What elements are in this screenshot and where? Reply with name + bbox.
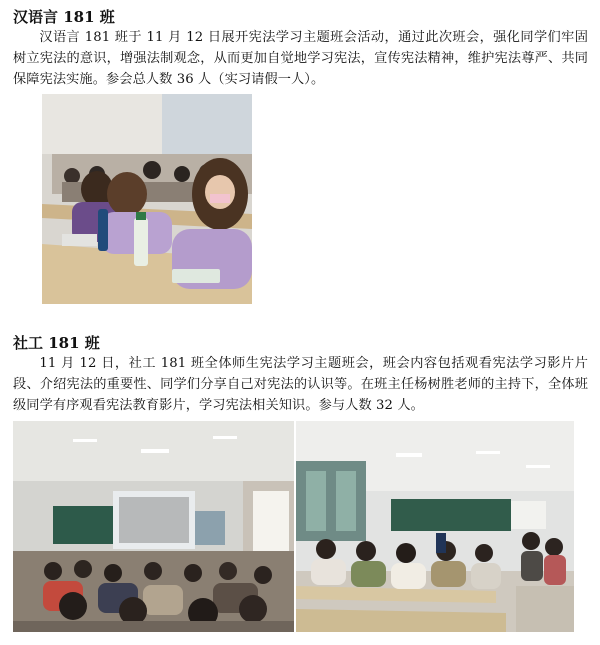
section-heading-shegong: 社工 181 班: [13, 334, 100, 352]
photo-shegong-video-viewing: [13, 421, 294, 632]
section-heading-hanyuyan: 汉语言 181 班: [13, 8, 115, 26]
photo-hanyuyan-class-meeting: [42, 94, 252, 304]
photo-shegong-classroom: [296, 421, 574, 632]
section-paragraph-hanyuyan: 汉语言 181 班于 11 月 12 日展开宪法学习主题班会活动，通过此次班会，强化同学们牢固树立宪法的意识，增强法制观念，从而更加自觉地学习宪法，宣传宪法精神，维护宪法尊严、共同保障宪法实施。参会总人数 36 人（实习请假一人）。: [13, 30, 588, 87]
section-paragraph-shegong: 11 月 12 日，社工 181 班全体师生宪法学习主题班会，班会内容包括观看宪法学习影片片段、介绍宪法的重要性、同学们分享自己对宪法的认识等。在班主任杨树胜老师的主持下，全体班级同学有序观看宪法教育影片，学习宪法相关知识。参与人数 32 人。: [13, 356, 588, 413]
